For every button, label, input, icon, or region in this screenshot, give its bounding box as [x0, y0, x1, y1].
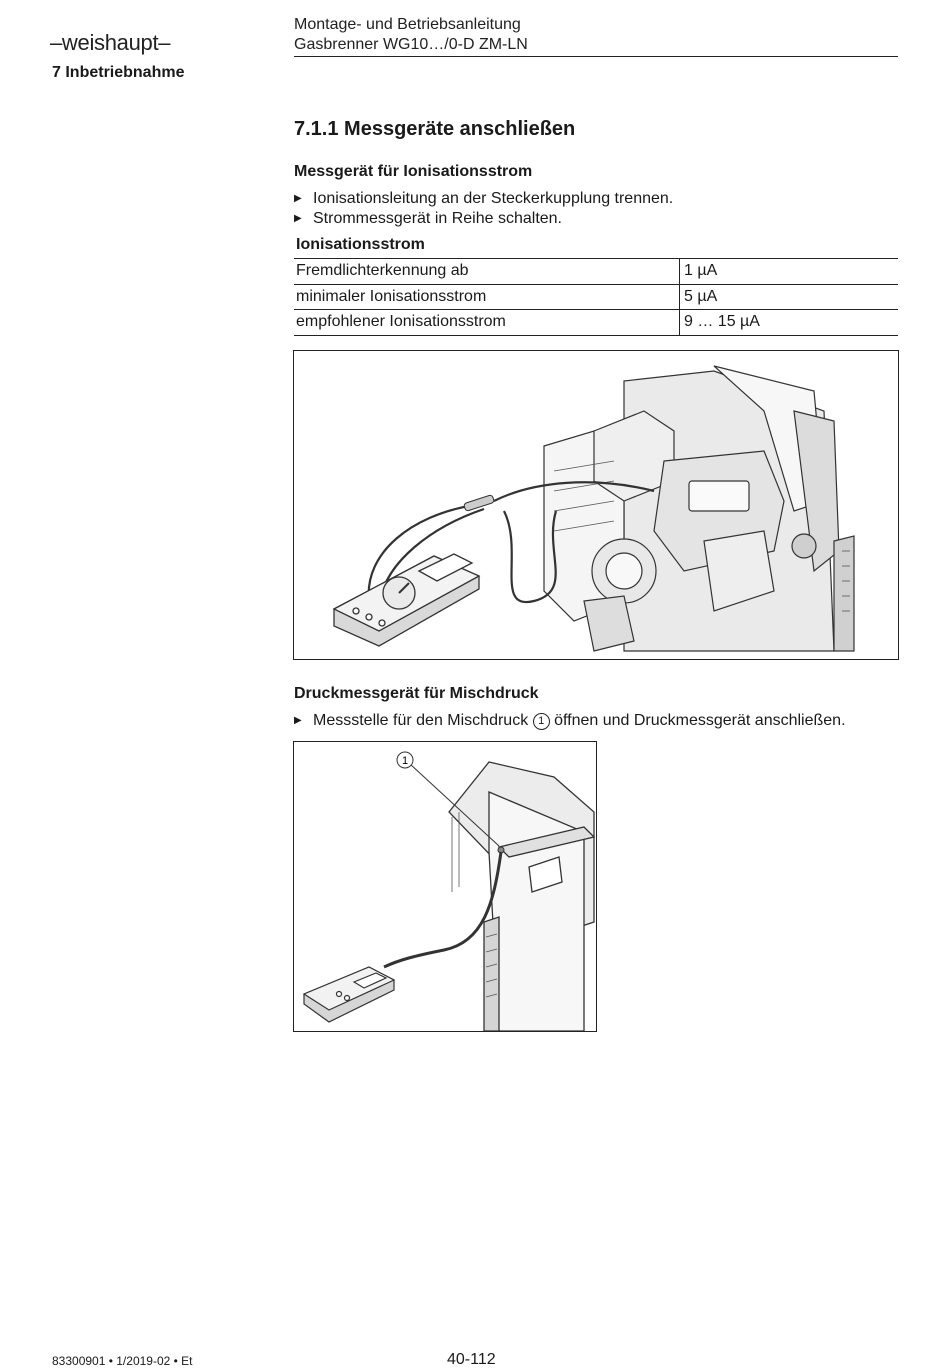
- brand-logo: –weishaupt–: [50, 30, 171, 55]
- step-item: ▶ Ionisationsleitung an der Steckerkupplung trennen.: [294, 189, 673, 209]
- step-item: [294, 711, 846, 731]
- table-cell-value: 9 … 15 µA: [680, 310, 899, 336]
- table-row: [294, 259, 898, 285]
- table-cell-label: minimaler Ionisationsstrom: [294, 284, 680, 310]
- burner-multimeter-illustration: [294, 351, 898, 659]
- document-title-line2: Gasbrenner WG10…/0-D ZM-LN: [294, 36, 528, 53]
- ionisation-figure: [293, 350, 899, 660]
- step-item: ▶ Strommessgerät in Reihe schalten.: [294, 209, 673, 229]
- pressure-steps: [294, 711, 846, 731]
- document-title-line1: Montage- und Betriebsanleitung: [294, 16, 521, 33]
- table-cell-label: empfohlener Ionisationsstrom: [294, 310, 680, 336]
- document-title: [294, 15, 528, 55]
- step-text-before: Messstelle für den Mischdruck: [313, 712, 529, 729]
- table-title: Ionisationsstrom: [296, 236, 425, 253]
- step-text-after: öffnen und Druckmessgerät anschließen.: [554, 712, 846, 729]
- header-divider: [294, 56, 898, 57]
- table-cell-value: 1 µA: [680, 259, 899, 285]
- pressure-gauge-illustration: [294, 742, 596, 1031]
- table-cell-label: Fremdlichterkennung ab: [294, 259, 680, 285]
- ionisation-steps: [294, 189, 673, 228]
- pressure-heading: Druckmessgerät für Mischdruck: [294, 685, 539, 702]
- pressure-figure: [293, 741, 597, 1032]
- table-row: [294, 310, 898, 336]
- ionisation-table: [294, 258, 898, 336]
- page-number: 40-112: [447, 1351, 496, 1368]
- table-cell-value: 5 µA: [680, 284, 899, 310]
- table-row: [294, 284, 898, 310]
- callout-marker: 1: [533, 713, 550, 730]
- ionisation-heading: Messgerät für Ionisationsstrom: [294, 163, 533, 180]
- figure-callout-label: 1: [401, 755, 409, 767]
- section-title: 7.1.1 Messgeräte anschließen: [294, 118, 576, 140]
- document-number: 83300901 • 1/2019-02 • Et: [52, 1354, 193, 1368]
- chapter-title: 7 Inbetriebnahme: [52, 64, 185, 81]
